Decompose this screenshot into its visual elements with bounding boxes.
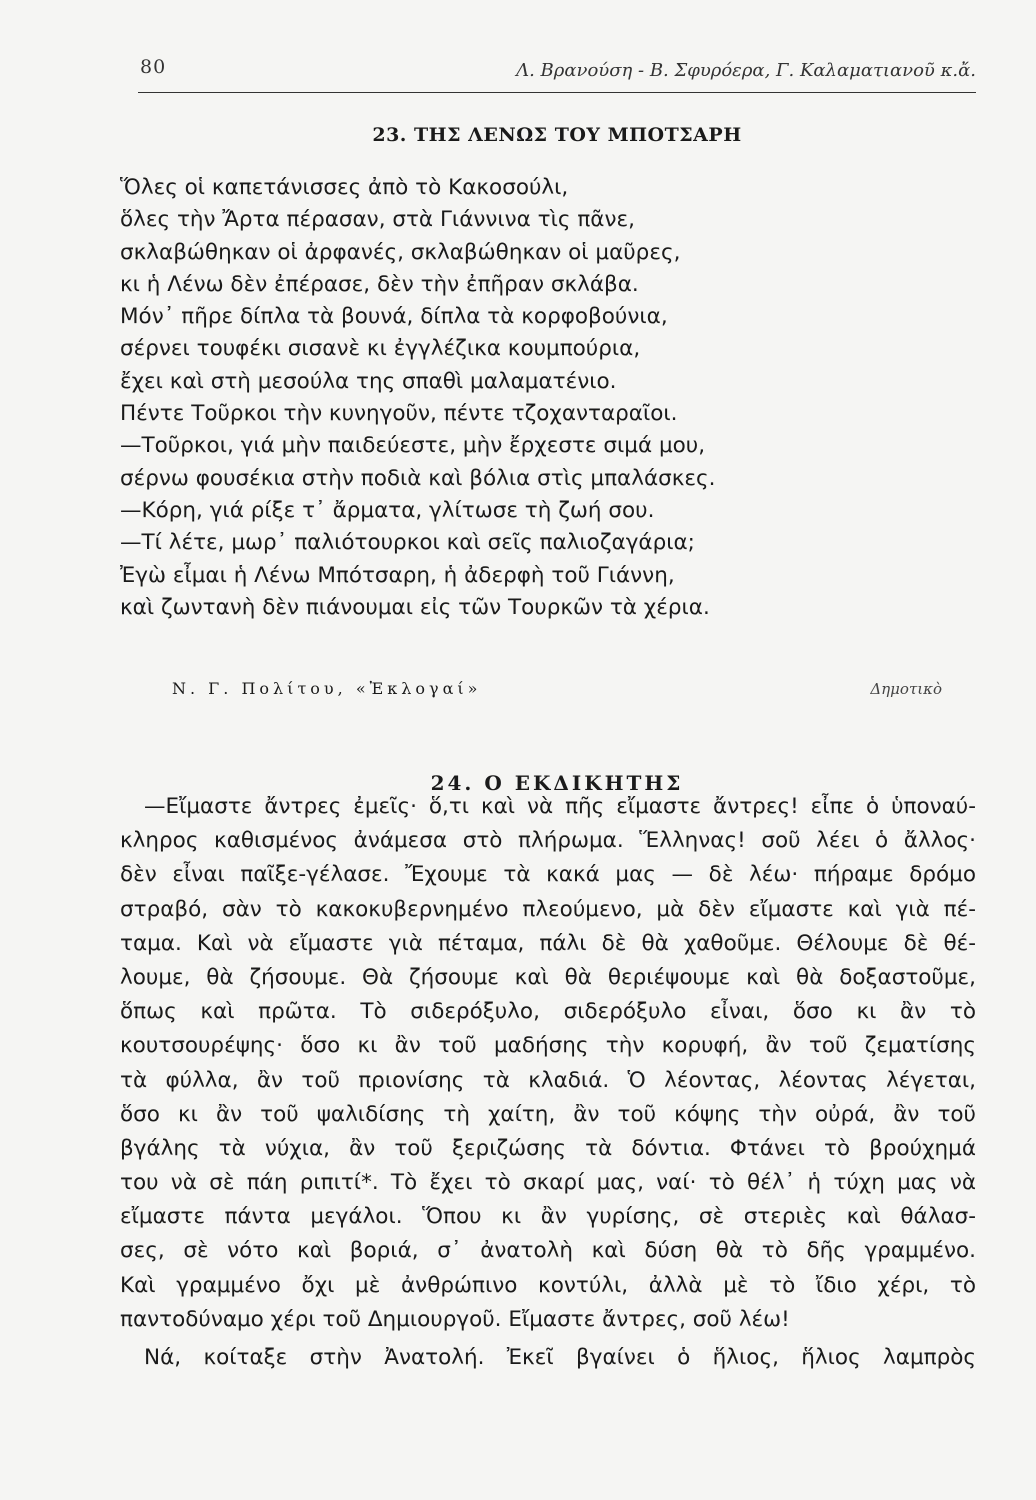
story-body (120, 790, 976, 1375)
prose-line: εἴμαστε πάντα μεγάλοι. Ὅπου κι ἂν γυρίσης, σὲ στεριὲς καὶ θάλασ- (120, 1204, 976, 1230)
prose-line: κουτσουρέψης· ὅσο κι ἂν τοῦ μαδήσης τὴν κορυφή, ἂν τοῦ ζεματίσης (120, 1033, 976, 1059)
poem-line: ἔχει καὶ στὴ μεσούλα της σπαθὶ μαλαματένιο. (120, 368, 617, 394)
poem-line: καὶ ζωντανὴ δὲν πιάνουμαι εἰς τῶν Τουρκῶν τὰ χέρια. (120, 594, 710, 620)
running-header (138, 46, 976, 93)
prose-line: στραβό, σὰν τὸ κακοκυβερνημένο πλεούμενο, μὰ δὲν εἴμαστε καὶ γιὰ πέ- (120, 896, 976, 922)
story-title: 24. Ο ΕΚΔΙΚΗΤΗΣ (430, 771, 684, 795)
source-citation: Ν. Γ. Πολίτου, «Ἐκλογαί» (172, 679, 482, 698)
prose-line: τὰ φύλλα, ἂν τοῦ πριονίσης τὰ κλαδιά. Ὁ λέοντας, λέοντας λέγεται, (120, 1067, 976, 1093)
prose-line: του νὰ σὲ πάη ριπιτί*. Τὸ ἔχει τὸ σκαρί μας, ναί· τὸ θέλ᾿ ἡ τύχη μας νὰ (120, 1170, 976, 1196)
prose-line: παντοδύναμο χέρι τοῦ Δημιουργοῦ. Εἴμαστε ἄντρες, σοῦ λέω! (120, 1306, 790, 1332)
prose-line: δὲν εἶναι παῖξε-γέλασε. Ἔχουμε τὰ κακά μας — δὲ λέω· πήραμε δρόμο (120, 862, 976, 888)
poem-line: —Τί λέτε, μωρ᾿ παλιότουρκοι καὶ σεῖς παλιοζαγάρια; (120, 530, 695, 556)
poem-line: Ἐγὼ εἶμαι ἡ Λένω Μπότσαρη, ἡ ἀδερφὴ τοῦ Γιάννη, (120, 562, 675, 588)
poem-body (120, 172, 1000, 624)
prose-line: βγάλης τὰ νύχια, ἂν τοῦ ξεριζώσης τὰ δόντια. Φτάνει τὸ βρούχημά (120, 1135, 976, 1161)
prose-line: ὅσο κι ἂν τοῦ ψαλιδίσης τὴ χαίτη, ἂν τοῦ κόψης τὴν οὐρά, ἂν τοῦ (120, 1101, 976, 1127)
prose-line: Καὶ γραμμένο ὄχι μὲ ἀνθρώπινο κοντύλι, ἀλλὰ μὲ τὸ ἴδιο χέρι, τὸ (120, 1272, 976, 1298)
prose-line: κληρος καθισμένος ἀνάμεσα στὸ πλήρωμα. Ἕλληνας! σοῦ λέει ὁ ἄλλος· (120, 828, 976, 854)
poem-line: —Κόρη, γιά ρίξε τ᾿ ἄρματα, γλίτωσε τὴ ζωή σου. (120, 497, 655, 523)
poem-title: 23. ΤΗΣ ΛΕΝΩΣ ΤΟΥ ΜΠΟΤΣΑΡΗ (372, 124, 742, 146)
poem-line: —Τοῦρκοι, γιά μὴν παιδεύεστε, μὴν ἔρχεστε σιμά μου, (120, 433, 706, 459)
poem-source (172, 679, 942, 698)
prose-line: λουμε, θὰ ζήσουμε. Θὰ ζήσουμε καὶ θὰ θεριέψουμε καὶ θὰ δοξαστοῦμε, (120, 964, 976, 990)
poem-line: Ὅλες οἱ καπετάνισσες ἀπὸ τὸ Κακοσούλι, (120, 175, 569, 200)
poem-line: Μόν᾿ πῆρε δίπλα τὰ βουνά, δίπλα τὰ κορφοβούνια, (120, 304, 668, 330)
page-number: 80 (140, 56, 167, 78)
prose-line: Νά, κοίταξε στὴν Ἀνατολή. Ἐκεῖ βγαίνει ὁ ἥλιος, ἥλιος λαμπρὸς (144, 1345, 976, 1370)
poem-line: ὅλες τὴν Ἄρτα πέρασαν, στὰ Γιάννινα τὶς πᾶνε, (120, 207, 635, 233)
prose-line: —Εἴμαστε ἄντρες ἐμεῖς· ὅ,τι καὶ νὰ πῆς εἴμαστε ἄντρες! εἶπε ὁ ὑποναύ- (144, 794, 976, 819)
genre-label: Δημοτικὸ (870, 680, 942, 698)
running-header-authors: Λ. Βρανούση - Β. Σφυρόερα, Γ. Καλαματιανοῦ κ.ἄ. (516, 60, 976, 81)
poem-line: σέρνω φουσέκια στὴν ποδιὰ καὶ βόλια στὶς μπαλάσκες. (120, 465, 716, 491)
poem-line: σέρνει τουφέκι σισανὲ κι ἐγγλέζικα κουμπούρια, (120, 336, 641, 362)
prose-line: σες, σὲ νότο καὶ βοριά, σ᾿ ἀνατολὴ καὶ δύση θὰ τὸ δῆς γραμμένο. (120, 1238, 976, 1264)
prose-line: ὅπως καὶ πρῶτα. Τὸ σιδερόξυλο, σιδερόξυλο εἶναι, ὅσο κι ἂν τὸ (120, 999, 976, 1025)
poem-line: κι ἡ Λένω δὲν ἐπέρασε, δὲν τὴν ἐπῆραν σκλάβα. (120, 271, 639, 297)
poem-line: Πέντε Τοῦρκοι τὴν κυνηγοῦν, πέντε τζοχανταραῖοι. (120, 401, 678, 427)
poem-line: σκλαβώθηκαν οἱ ἀρφανές, σκλαβώθηκαν οἱ μαῦρες, (120, 239, 681, 265)
prose-line: ταμα. Καὶ νὰ εἴμαστε γιὰ πέταμα, πάλι δὲ θὰ χαθοῦμε. Θέλουμε δὲ θέ- (120, 930, 976, 956)
